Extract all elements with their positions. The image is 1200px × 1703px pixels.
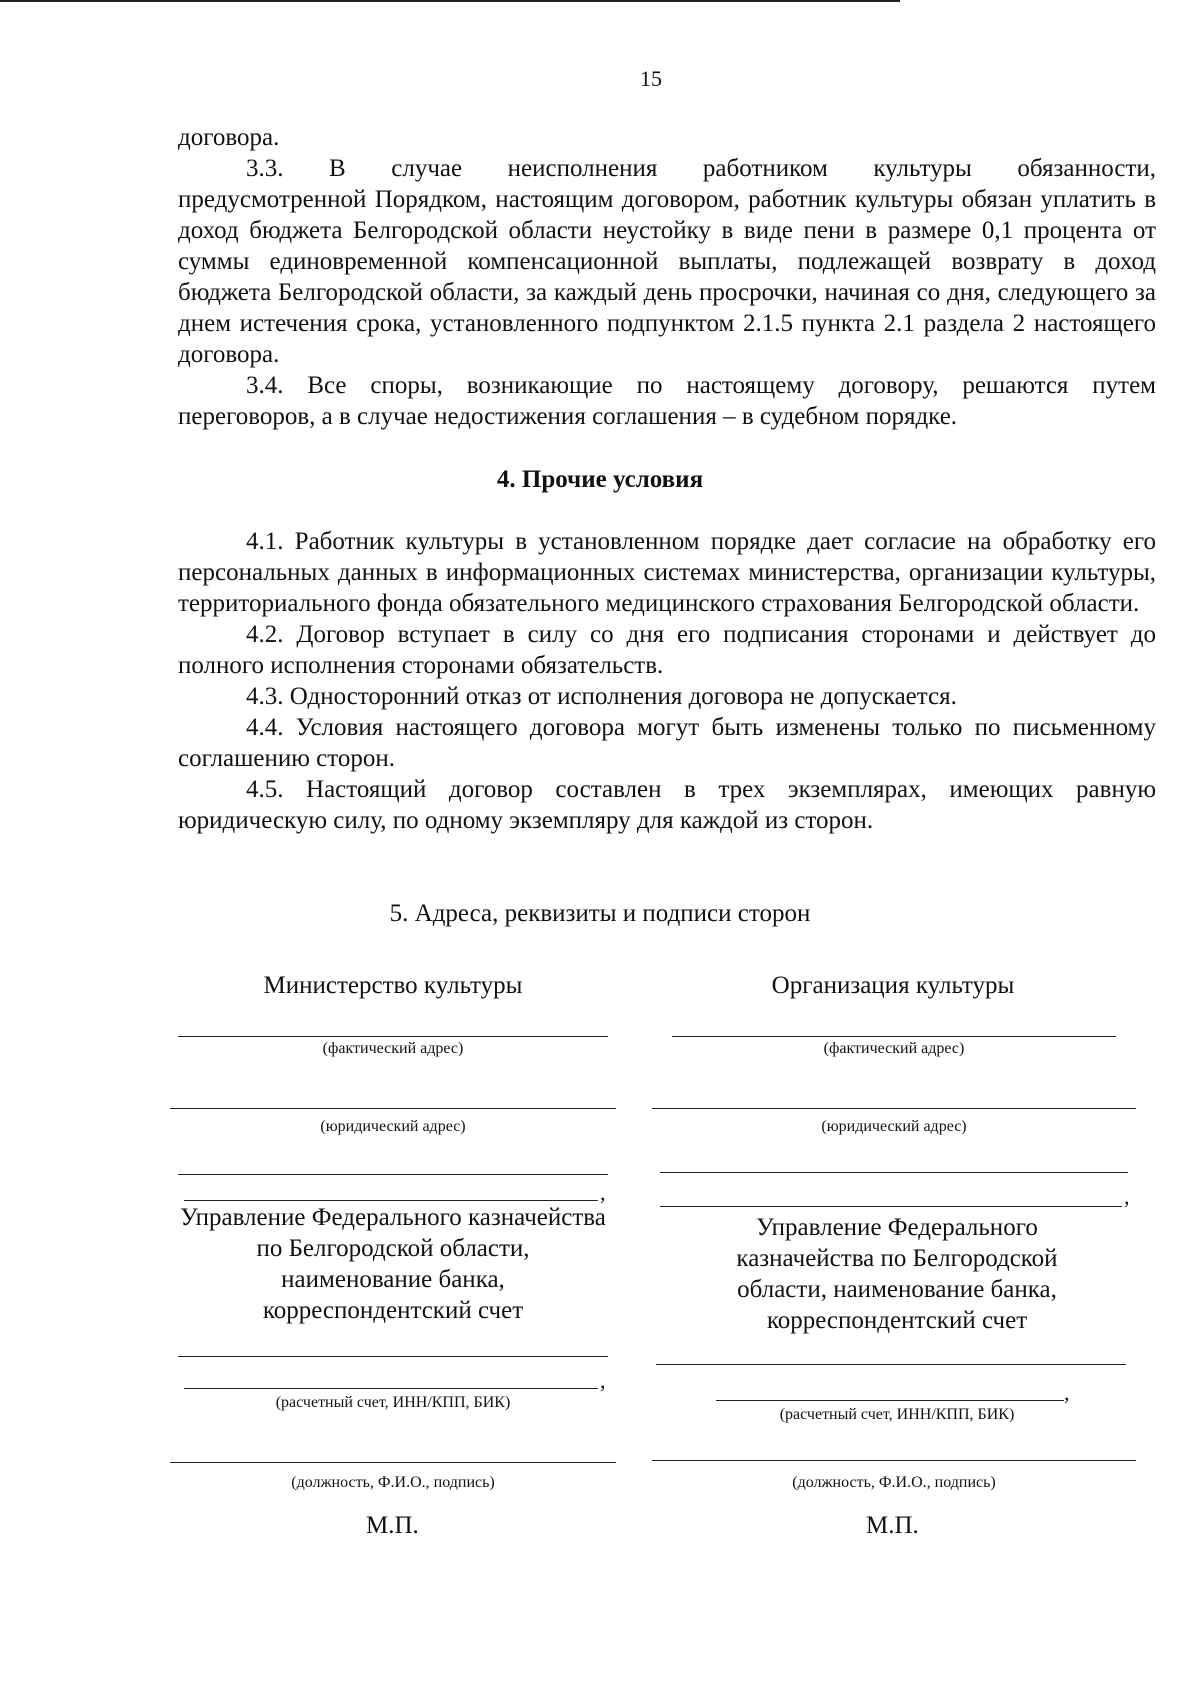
left-account-line (184, 1388, 598, 1389)
right-bank-details: Управление Федерального казначейства по Белгородской области, наименование банка, корреспондентский счет (736, 1214, 1058, 1334)
right-legal-address-line (652, 1108, 1136, 1109)
left-comma-2: , (600, 1368, 606, 1393)
right-signature-caption: (должность, Ф.И.О., подпись) (792, 1474, 996, 1491)
paragraph-4-5: 4.5. Настоящий договор составлен в трех экземплярах, имеющих равную юридическую силу, по одному экземпляру для каждой из сторон. (178, 776, 1156, 834)
left-legal-address-line-2 (178, 1174, 608, 1175)
left-legal-address-line (170, 1108, 616, 1109)
left-actual-address-caption: (фактический адрес) (322, 1040, 464, 1057)
left-legal-address-line-3 (184, 1200, 598, 1201)
section-4-heading: 4. Прочие условия (496, 466, 704, 493)
left-account-caption: (расчетный счет, ИНН/КПП, БИК) (275, 1394, 511, 1411)
right-comma-2: , (1064, 1380, 1070, 1405)
paragraph-4-1: 4.1. Работник культуры в установленном порядке дает согласие на обработку его персональных данных в информационных системах министерства, организации культуры, территориального фонда обязательного медицинского страхования Белгородской области. (178, 528, 1156, 617)
right-legal-address-caption: (юридический адрес) (821, 1118, 967, 1135)
paragraph-4-3: 4.3. Односторонний отказ от исполнения договора не допускается. (246, 683, 957, 710)
right-legal-address-line-2 (660, 1172, 1128, 1173)
left-actual-address-line (178, 1036, 608, 1037)
section-4-text (178, 526, 1156, 836)
section-3-text (178, 122, 1156, 432)
left-stamp-placeholder: М.П. (366, 1512, 419, 1539)
left-signature-caption: (должность, Ф.И.О., подпись) (291, 1474, 495, 1491)
left-signature-line (170, 1462, 616, 1463)
left-comma-1: , (600, 1180, 606, 1205)
left-bank-line (178, 1356, 608, 1357)
right-bank-line (656, 1364, 1126, 1365)
paragraph-4-2: 4.2. Договор вступает в силу со дня его подписания сторонами и действует до полного исполнения сторонами обязательств. (178, 621, 1156, 679)
section-5-heading: 5. Адреса, реквизиты и подписи сторон (389, 900, 811, 927)
right-legal-address-line-3 (660, 1206, 1122, 1207)
left-legal-address-caption: (юридический адрес) (320, 1118, 466, 1135)
paragraph-4-4: 4.4. Условия настоящего договора могут быть изменены только по письменному соглашению сторон. (178, 714, 1156, 772)
paragraph-3-4: 3.4. Все споры, возникающие по настоящему договору, решаются путем переговоров, а в случае недостижения соглашения – в судебном порядке. (178, 372, 1156, 430)
paragraph-3-3-first-line: 3.3. В случае неисполнения работником культуры обязанности, (246, 155, 1156, 182)
right-stamp-placeholder: М.П. (866, 1512, 919, 1539)
right-actual-address-line (672, 1036, 1116, 1037)
right-account-line (716, 1400, 1064, 1401)
paragraph-3-3: предусмотренной Порядком, настоящим договором, работник культуры обязан уплатить в доход бюджета Белгородской области неустойку в виде пени в размере 0,1 процента от суммы единовременной компенсационной выплаты, подлежащей возврату в доход бюджета Белгородской области, за каждый день просрочки, начиная со дня, следующего за днем истечения срока, установленного подпунктом 2.1.5 пункта 2.1 раздела 2 настоящего договора. (178, 186, 1156, 368)
left-party-title: Министерство культуры (263, 972, 523, 999)
page-number: 15 (640, 66, 662, 91)
right-signature-line (652, 1460, 1136, 1461)
right-account-caption: (расчетный счет, ИНН/КПП, БИК) (779, 1406, 1015, 1423)
right-actual-address-caption: (фактический адрес) (823, 1040, 965, 1057)
left-bank-details: Управление Федерального казначейства по Белгородской области, наименование банка, корреспондентский счет (180, 1204, 606, 1324)
right-party-title: Организация культуры (771, 972, 1015, 999)
scan-top-border (0, 0, 900, 2)
right-comma-1: , (1124, 1184, 1130, 1209)
paragraph-continuation: договора. (178, 124, 280, 151)
